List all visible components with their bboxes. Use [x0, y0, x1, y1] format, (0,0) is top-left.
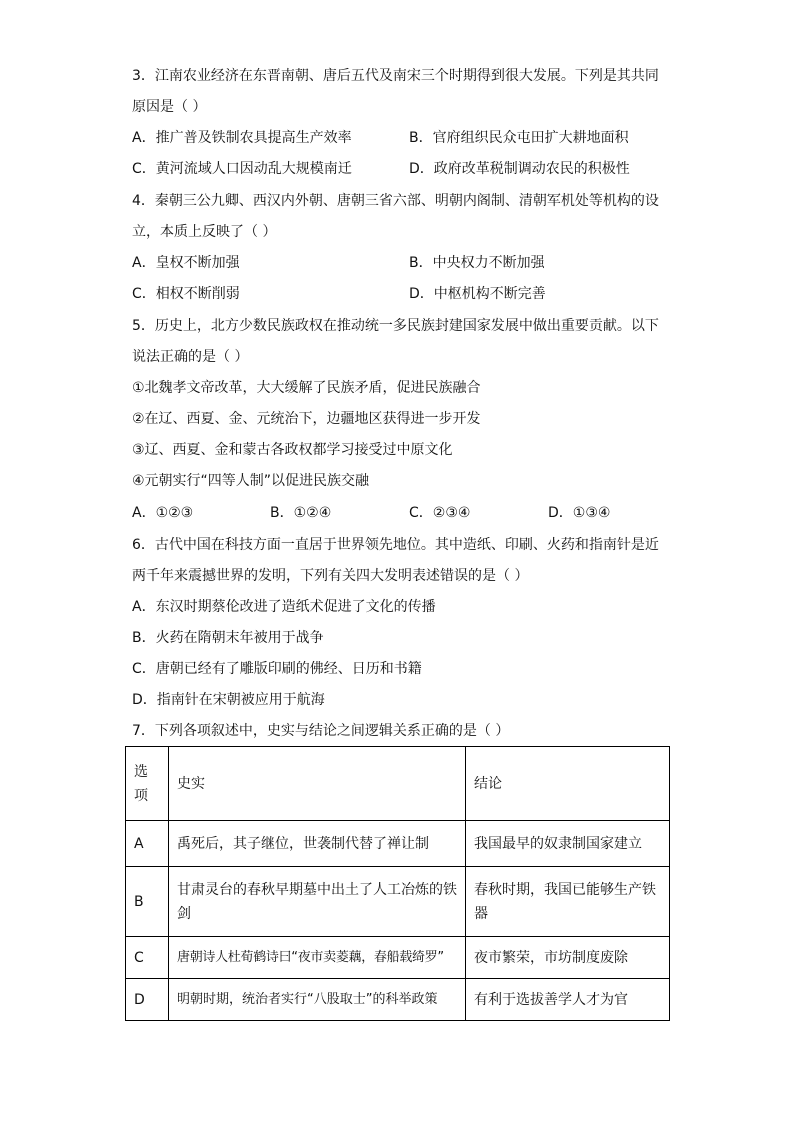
table-row: [126, 867, 670, 937]
q5-stem-line1: 5．历史上，北方少数民族政权在推动统一多民族封建国家发展中做出重要贡献。以下: [132, 318, 659, 334]
q5-item-4: ④元朝实行“四等人制”以促进民族交融: [132, 473, 370, 489]
q3-option-a: A．推广普及铁制农具提高生产效率: [132, 130, 352, 146]
header-option-line1: 选: [134, 763, 148, 780]
row-option: B: [126, 867, 169, 937]
q4-option-a: A．皇权不断加强: [132, 255, 240, 271]
row-fact: [169, 867, 466, 937]
row-option: A: [126, 821, 169, 867]
row-option: D: [126, 979, 169, 1021]
header-conclusion: 结论: [466, 747, 670, 821]
q4-option-c: C．相权不断削弱: [132, 286, 240, 302]
q5-item-2: ②在辽、西夏、金、元统治下，边疆地区获得进一步开发: [132, 411, 481, 427]
q6-option-c: C．唐朝已经有了雕版印刷的佛经、日历和书籍: [132, 661, 422, 677]
q3-stem-line2: 原因是（ ）: [132, 99, 207, 115]
q5-option-c: C．②③④: [409, 505, 471, 521]
table-row: [126, 979, 670, 1021]
q4-option-d: D．中枢机构不断完善: [409, 286, 546, 302]
table-row: [126, 937, 670, 979]
row-fact: 唐朝诗人杜荀鹤诗曰“夜市卖菱藕，春船载绮罗”: [169, 937, 466, 979]
q7-stem: 7．下列各项叙述中，史实与结论之间逻辑关系正确的是（ ）: [132, 723, 510, 739]
row-fact-line1: 甘肃灵台的春秋早期墓中出土了人工冶炼的铁: [177, 881, 457, 898]
q3-option-d: D．政府改革税制调动农民的积极性: [409, 161, 630, 177]
q6-option-d: D．指南针在宋朝被应用于航海: [132, 692, 325, 708]
q6-option-b: B．火药在隋朝末年被用于战争: [132, 630, 324, 646]
table-row: [126, 821, 670, 867]
row-fact-line2: 剑: [177, 905, 191, 922]
header-option: [126, 747, 169, 821]
row-conclusion-line2: 器: [474, 905, 488, 922]
q4-option-b: B．中央权力不断加强: [409, 255, 545, 271]
q5-item-1: ①北魏孝文帝改革，大大缓解了民族矛盾，促进民族融合: [132, 380, 481, 396]
q7-table: [125, 746, 670, 1021]
row-conclusion: [466, 867, 670, 937]
q6-stem-line1: 6．古代中国在科技方面一直居于世界领先地位。其中造纸、印刷、火药和指南针是近: [132, 537, 659, 553]
table-header-row: [126, 747, 670, 821]
row-conclusion: 夜市繁荣，市坊制度废除: [466, 937, 670, 979]
header-fact: 史实: [169, 747, 466, 821]
q3-stem-line1: 3．江南农业经济在东晋南朝、唐后五代及南宋三个时期得到很大发展。下列是其共同: [132, 68, 659, 84]
q5-option-b: B．①②④: [270, 505, 332, 521]
q6-option-a: A．东汉时期蔡伦改进了造纸术促进了文化的传播: [132, 599, 436, 615]
row-conclusion: 我国最早的奴隶制国家建立: [466, 821, 670, 867]
q5-option-a: A．①②③: [132, 505, 194, 521]
row-fact: 明朝时期，统治者实行“八股取士”的科举政策: [169, 979, 466, 1021]
row-fact: 禹死后，其子继位，世袭制代替了禅让制: [169, 821, 466, 867]
q5-option-d: D．①③④: [548, 505, 611, 521]
q4-stem-line2: 立，本质上反映了（ ）: [132, 224, 277, 240]
row-option: C: [126, 937, 169, 979]
q4-stem-line1: 4．秦朝三公九卿、西汉内外朝、唐朝三省六部、明朝内阁制、清朝军机处等机构的设: [132, 193, 659, 209]
row-conclusion: 有利于选拔善学人才为官: [466, 979, 670, 1021]
q3-option-c: C．黄河流域人口因动乱大规模南迁: [132, 161, 352, 177]
q5-stem-line2: 说法正确的是（ ）: [132, 349, 249, 365]
header-option-line2: 项: [134, 787, 148, 804]
q6-stem-line2: 两千年来震撼世界的发明，下列有关四大发明表述错误的是（ ）: [132, 568, 529, 584]
q5-item-3: ③辽、西夏、金和蒙古各政权都学习接受过中原文化: [132, 442, 453, 458]
q3-option-b: B．官府组织民众屯田扩大耕地面积: [409, 130, 629, 146]
row-conclusion-line1: 春秋时期，我国已能够生产铁: [474, 881, 656, 898]
